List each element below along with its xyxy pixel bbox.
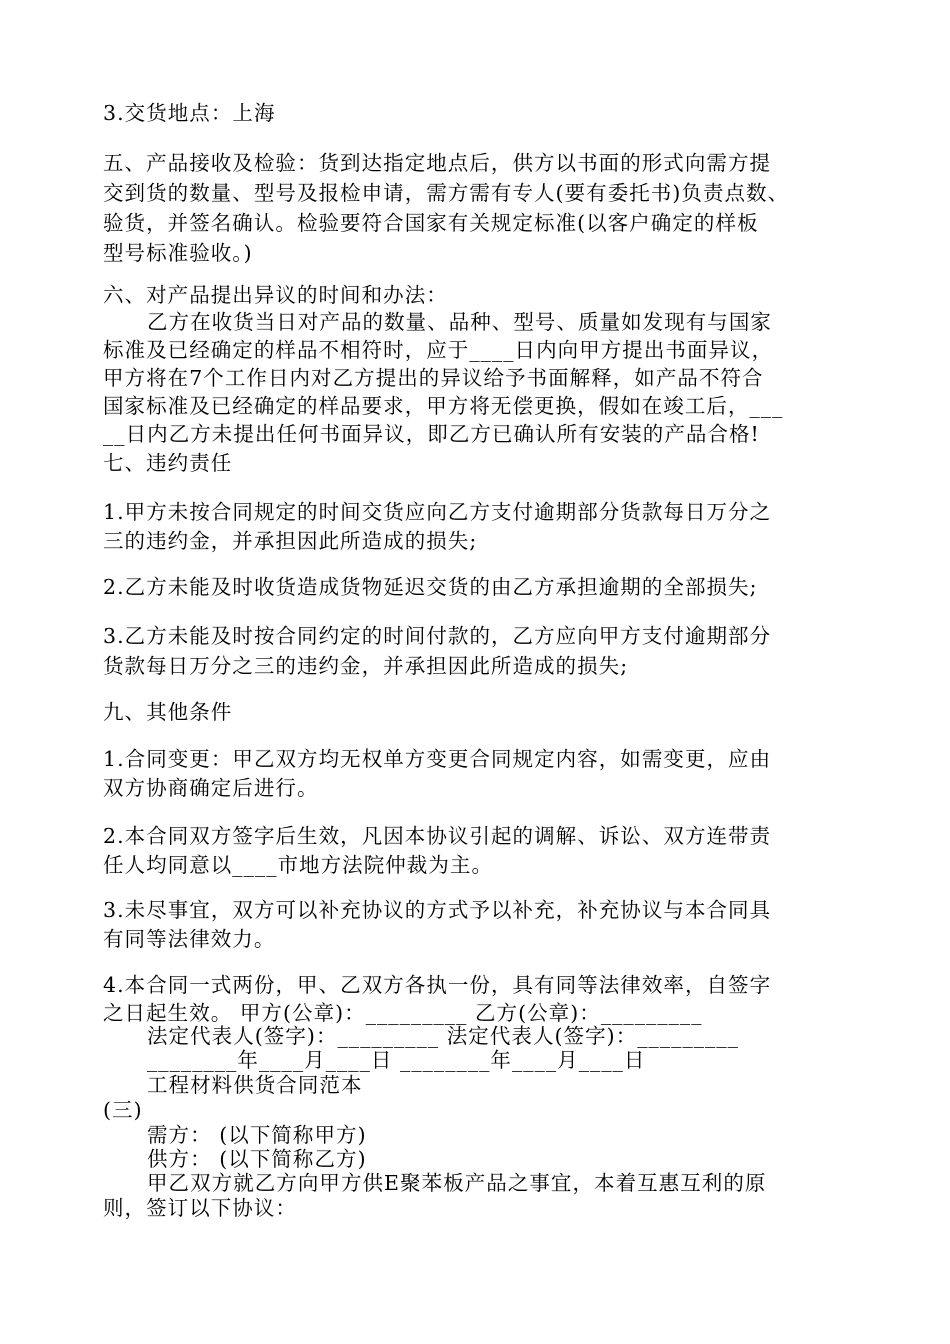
- clause-3-line-2: 有同等法律效力。: [103, 927, 276, 951]
- supplier-line: 供方： (以下简称乙方): [147, 1147, 367, 1171]
- liability-2-line: 2.乙方未能及时收货造成货物延迟交货的由乙方承担逾期的全部损失;: [103, 575, 758, 599]
- delivery-location-line: 3.交货地点：上海: [103, 101, 276, 125]
- contract-template-title: 工程材料供货合同范本: [147, 1073, 363, 1097]
- section-5-line-1: 五、产品接收及检验：货到达指定地点后，供方以书面的形式向需方提: [103, 151, 772, 175]
- section-6-line-1: 乙方在收货当日对产品的数量、品种、型号、质量如发现有与国家: [147, 310, 772, 334]
- liability-3-line-2: 货款每日万分之三的违约金，并承担因此所造成的损失;: [103, 654, 629, 678]
- clause-1-line-1: 1.合同变更：甲乙双方均无权单方变更合同规定内容，如需变更，应由: [103, 747, 772, 771]
- section-6-line-2: 标准及已经确定的样品不相符时，应于____日内向甲方提出书面异议，: [103, 338, 774, 362]
- clause-1-line-2: 双方协商确定后进行。: [103, 776, 319, 800]
- buyer-line: 需方： (以下简称甲方): [147, 1123, 367, 1147]
- section-7-heading: 七、违约责任: [103, 451, 233, 475]
- section-6-line-4: 国家标准及已经确定的样品要求，甲方将无偿更换，假如在竣工后，___: [103, 394, 784, 418]
- liability-3-line-1: 3.乙方未能及时按合同约定的时间付款的，乙方应向甲方支付逾期部分: [103, 624, 772, 648]
- clause-4-line-2: 之日起生效。 甲方(公章)：_________ 乙方(公章)：_________: [103, 1001, 703, 1025]
- section-5-line-2: 交到货的数量、型号及报检申请，需方需有专人(要有委托书)负责点数、: [103, 181, 790, 205]
- clause-3-line-1: 3.未尽事宜，双方可以补充协议的方式予以补充，补充协议与本合同具: [103, 898, 772, 922]
- preamble-line-2: 则，签订以下协议：: [103, 1196, 297, 1220]
- section-6-heading: 六、对产品提出异议的时间和办法：: [103, 283, 448, 307]
- signature-representatives-line: 法定代表人(签字)：_________ 法定代表人(签字)：_________: [147, 1024, 739, 1048]
- preamble-line-1: 甲乙双方就乙方向甲方供E聚苯板产品之事宜，本着互惠互利的原: [147, 1171, 767, 1195]
- liability-1-line-2: 三的违约金，并承担因此所造成的损失;: [103, 529, 478, 553]
- clause-2-line-2: 任人均同意以____市地方法院仲裁为主。: [103, 853, 493, 877]
- section-5-line-3: 验货，并签名确认。检验要符合国家有关规定标准(以客户确定的样板: [103, 211, 759, 235]
- section-5-line-4: 型号标准验收。): [103, 241, 253, 265]
- section-6-line-3: 甲方将在7个工作日内对乙方提出的异议给予书面解释，如产品不符合: [103, 366, 764, 390]
- section-9-heading: 九、其他条件: [103, 700, 233, 724]
- liability-1-line-1: 1.甲方未按合同规定的时间交货应向乙方支付逾期部分货款每日万分之: [103, 500, 772, 524]
- signature-dates-line: ________年____月____日 ________年____月____日: [147, 1048, 646, 1072]
- part-number-three: (三): [103, 1098, 143, 1122]
- section-6-line-5: __日内乙方未提出任何书面异议，即乙方已确认所有安装的产品合格!: [103, 422, 760, 446]
- clause-2-line-1: 2.本合同双方签字后生效，凡因本协议引起的调解、诉讼、双方连带责: [103, 824, 772, 848]
- clause-4-line-1: 4.本合同一式两份，甲、乙双方各执一份，具有同等法律效率，自签字: [103, 973, 772, 997]
